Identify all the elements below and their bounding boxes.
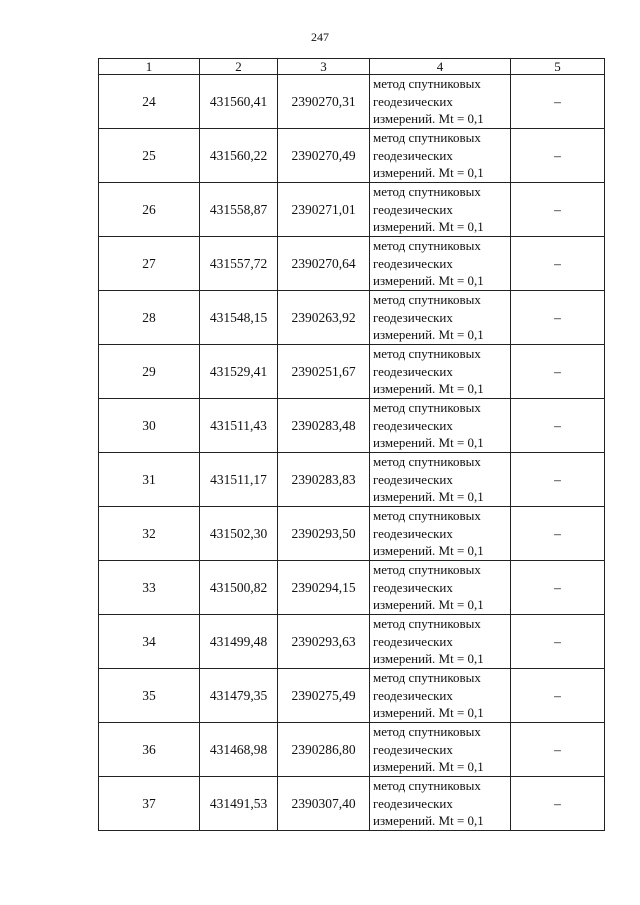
- method-line: измерений. Mt = 0,1: [373, 489, 484, 505]
- x-coordinate-cell: 431557,72: [200, 237, 278, 291]
- note-cell: –: [511, 129, 605, 183]
- method-cell: [370, 237, 511, 291]
- point-number-cell: 25: [99, 129, 200, 183]
- method-cell: [370, 723, 511, 777]
- point-number-cell: 37: [99, 777, 200, 831]
- method-line: геодезических: [373, 795, 453, 811]
- note-cell: –: [511, 669, 605, 723]
- method-line: метод спутниковых: [373, 292, 481, 308]
- method-line: метод спутниковых: [373, 238, 481, 254]
- point-number-cell: 27: [99, 237, 200, 291]
- method-line: метод спутниковых: [373, 400, 481, 416]
- method-cell: [370, 561, 511, 615]
- method-line: геодезических: [373, 201, 453, 217]
- note-cell: –: [511, 237, 605, 291]
- method-line: метод спутниковых: [373, 616, 481, 632]
- x-coordinate-cell: 431491,53: [200, 777, 278, 831]
- method-line: метод спутниковых: [373, 346, 481, 362]
- note-cell: –: [511, 777, 605, 831]
- table-row: [99, 291, 605, 345]
- point-number-cell: 32: [99, 507, 200, 561]
- y-coordinate-cell: 2390271,01: [278, 183, 370, 237]
- table-row: [99, 183, 605, 237]
- column-header-5: 5: [511, 59, 605, 75]
- x-coordinate-cell: 431479,35: [200, 669, 278, 723]
- method-line: геодезических: [373, 741, 453, 757]
- method-line: метод спутниковых: [373, 670, 481, 686]
- y-coordinate-cell: 2390263,92: [278, 291, 370, 345]
- method-line: геодезических: [373, 471, 453, 487]
- table-row: [99, 345, 605, 399]
- method-line: измерений. Mt = 0,1: [373, 435, 484, 451]
- method-cell: [370, 507, 511, 561]
- method-cell: [370, 615, 511, 669]
- method-line: метод спутниковых: [373, 724, 481, 740]
- table-row: [99, 561, 605, 615]
- method-line: геодезических: [373, 255, 453, 271]
- point-number-cell: 26: [99, 183, 200, 237]
- y-coordinate-cell: 2390275,49: [278, 669, 370, 723]
- method-line: метод спутниковых: [373, 184, 481, 200]
- method-cell: [370, 291, 511, 345]
- y-coordinate-cell: 2390293,63: [278, 615, 370, 669]
- method-line: измерений. Mt = 0,1: [373, 543, 484, 559]
- table-row: [99, 399, 605, 453]
- method-line: измерений. Mt = 0,1: [373, 381, 484, 397]
- x-coordinate-cell: 431558,87: [200, 183, 278, 237]
- method-cell: [370, 399, 511, 453]
- table-row: [99, 777, 605, 831]
- x-coordinate-cell: 431511,43: [200, 399, 278, 453]
- method-line: измерений. Mt = 0,1: [373, 111, 484, 127]
- y-coordinate-cell: 2390307,40: [278, 777, 370, 831]
- method-line: измерений. Mt = 0,1: [373, 759, 484, 775]
- method-cell: [370, 777, 511, 831]
- page-number: 247: [311, 30, 329, 44]
- method-cell: [370, 75, 511, 129]
- note-cell: –: [511, 399, 605, 453]
- method-line: измерений. Mt = 0,1: [373, 705, 484, 721]
- method-line: измерений. Mt = 0,1: [373, 597, 484, 613]
- y-coordinate-cell: 2390270,31: [278, 75, 370, 129]
- method-line: геодезических: [373, 309, 453, 325]
- x-coordinate-cell: 431560,22: [200, 129, 278, 183]
- header-row: [99, 59, 605, 75]
- method-line: метод спутниковых: [373, 508, 481, 524]
- table-row: [99, 453, 605, 507]
- point-number-cell: 36: [99, 723, 200, 777]
- method-line: геодезических: [373, 93, 453, 109]
- point-number-cell: 35: [99, 669, 200, 723]
- method-line: метод спутниковых: [373, 454, 481, 470]
- table-row: [99, 129, 605, 183]
- y-coordinate-cell: 2390286,80: [278, 723, 370, 777]
- method-line: геодезических: [373, 525, 453, 541]
- method-line: геодезических: [373, 579, 453, 595]
- table-row: [99, 507, 605, 561]
- table-row: [99, 723, 605, 777]
- column-header-2: 2: [200, 59, 278, 75]
- x-coordinate-cell: 431499,48: [200, 615, 278, 669]
- method-line: метод спутниковых: [373, 562, 481, 578]
- x-coordinate-cell: 431548,15: [200, 291, 278, 345]
- column-header-3: 3: [278, 59, 370, 75]
- column-header-1: 1: [99, 59, 200, 75]
- point-number-cell: 33: [99, 561, 200, 615]
- x-coordinate-cell: 431560,41: [200, 75, 278, 129]
- note-cell: –: [511, 507, 605, 561]
- method-line: геодезических: [373, 633, 453, 649]
- method-cell: [370, 183, 511, 237]
- table-row: [99, 669, 605, 723]
- point-number-cell: 28: [99, 291, 200, 345]
- method-cell: [370, 453, 511, 507]
- y-coordinate-cell: 2390251,67: [278, 345, 370, 399]
- method-line: измерений. Mt = 0,1: [373, 813, 484, 829]
- note-cell: –: [511, 75, 605, 129]
- method-line: метод спутниковых: [373, 778, 481, 794]
- method-cell: [370, 129, 511, 183]
- note-cell: –: [511, 345, 605, 399]
- x-coordinate-cell: 431529,41: [200, 345, 278, 399]
- point-number-cell: 34: [99, 615, 200, 669]
- note-cell: –: [511, 183, 605, 237]
- note-cell: –: [511, 615, 605, 669]
- method-line: геодезических: [373, 147, 453, 163]
- y-coordinate-cell: 2390283,48: [278, 399, 370, 453]
- y-coordinate-cell: 2390293,50: [278, 507, 370, 561]
- column-header-4: 4: [370, 59, 511, 75]
- x-coordinate-cell: 431511,17: [200, 453, 278, 507]
- method-line: метод спутниковых: [373, 76, 481, 92]
- point-number-cell: 30: [99, 399, 200, 453]
- table-row: [99, 237, 605, 291]
- method-line: измерений. Mt = 0,1: [373, 327, 484, 343]
- method-line: измерений. Mt = 0,1: [373, 165, 484, 181]
- method-line: измерений. Mt = 0,1: [373, 273, 484, 289]
- y-coordinate-cell: 2390283,83: [278, 453, 370, 507]
- note-cell: –: [511, 561, 605, 615]
- point-number-cell: 29: [99, 345, 200, 399]
- method-line: геодезических: [373, 363, 453, 379]
- method-line: метод спутниковых: [373, 130, 481, 146]
- coordinates-table: [98, 58, 605, 831]
- table-row: [99, 615, 605, 669]
- x-coordinate-cell: 431468,98: [200, 723, 278, 777]
- point-number-cell: 31: [99, 453, 200, 507]
- y-coordinate-cell: 2390270,49: [278, 129, 370, 183]
- method-line: измерений. Mt = 0,1: [373, 219, 484, 235]
- method-line: геодезических: [373, 687, 453, 703]
- y-coordinate-cell: 2390270,64: [278, 237, 370, 291]
- x-coordinate-cell: 431502,30: [200, 507, 278, 561]
- method-cell: [370, 345, 511, 399]
- table-row: [99, 75, 605, 129]
- note-cell: –: [511, 453, 605, 507]
- method-line: измерений. Mt = 0,1: [373, 651, 484, 667]
- method-line: геодезических: [373, 417, 453, 433]
- method-cell: [370, 669, 511, 723]
- point-number-cell: 24: [99, 75, 200, 129]
- x-coordinate-cell: 431500,82: [200, 561, 278, 615]
- y-coordinate-cell: 2390294,15: [278, 561, 370, 615]
- note-cell: –: [511, 291, 605, 345]
- note-cell: –: [511, 723, 605, 777]
